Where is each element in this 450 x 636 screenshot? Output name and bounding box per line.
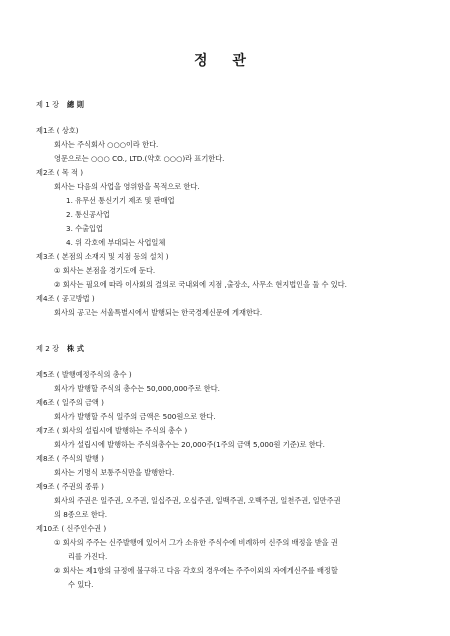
article-text: 영문으로는 ○○○ CO., LTD.(약호 ○○○)라 표기한다. [54, 154, 225, 163]
chapter-2-heading [36, 344, 84, 354]
chapter-1-heading [36, 100, 84, 110]
article-text: 회사는 주식회사 ○○○이라 한다. [54, 140, 159, 149]
article-text: 회사가 발행할 주식의 총수는 50,000,000주로 한다. [54, 384, 220, 393]
article-9-heading: 제9조 ( 주권의 종류 ) [36, 482, 104, 491]
list-item: 3. 수출입업 [66, 224, 103, 233]
article-text: 회사의 공고는 서울특별시에서 발행되는 한국경제신문에 게재한다. [54, 308, 263, 317]
article-clause-continued: 리를 가진다. [68, 552, 108, 561]
article-clause-continued: 수 있다. [68, 580, 94, 589]
document-title: 정 관 [194, 53, 256, 69]
article-5-heading: 제5조 ( 발행예정주식의 총수 ) [36, 370, 132, 379]
article-clause: ② 회사는 제1항의 규정에 불구하고 다음 각호의 경우에는 주주이외의 자에게신주를 배정할 [54, 566, 338, 575]
article-text: 회사가 설립시에 발행하는 주식의총수는 20,000주(1주의 금액 5,000원 기준)로 한다. [54, 440, 325, 449]
article-clause: ① 회사는 본점을 경기도에 둔다. [54, 266, 156, 275]
list-item: 4. 위 각호에 부대되는 사업일체 [66, 238, 166, 247]
article-4-heading: 제4조 ( 공고방법 ) [36, 294, 95, 303]
article-1-heading: 제1조 ( 상호) [36, 126, 79, 135]
article-7-heading: 제7조 ( 회사의 설립시에 발행하는 주식의 총수 ) [36, 426, 188, 435]
article-clause: ① 회사의 주주는 신주발행에 있어서 그가 소유한 주식수에 비례하여 신주의 배정을 받을 권 [54, 538, 338, 547]
article-10-heading: 제10조 ( 신주인수권 ) [36, 524, 107, 533]
article-text: 회사가 발행할 주식 일주의 금액은 500원으로 한다. [54, 412, 216, 421]
article-text: 회사는 기명식 보통주식만을 발행한다. [54, 468, 175, 477]
article-clause: ② 회사는 필요에 따라 이사회의 결의로 국내외에 지점 ,출장소, 사무소 현지법인을 둘 수 있다. [54, 280, 347, 289]
chapter-name: 總 則 [67, 100, 84, 109]
chapter-number: 제 1 장 [36, 100, 60, 109]
article-3-heading: 제3조 ( 본점의 소재지 및 지점 등의 설치 ) [36, 252, 169, 261]
article-text: 의 8종으로 한다. [54, 510, 108, 519]
chapter-name: 株 式 [67, 344, 84, 353]
list-item: 2. 통신공사업 [66, 210, 110, 219]
article-text: 회사는 다음의 사업을 영위함을 목적으로 한다. [54, 182, 200, 191]
list-item: 1. 유무선 통신기기 제조 및 판매업 [66, 196, 175, 205]
article-2-heading: 제2조 ( 목 적 ) [36, 168, 84, 177]
article-6-heading: 제6조 ( 일주의 금액 ) [36, 398, 104, 407]
chapter-number: 제 2 장 [36, 344, 60, 353]
article-8-heading: 제8조 ( 주식의 발행 ) [36, 454, 104, 463]
article-text: 회사의 주권은 일주권, 오주권, 일십주권, 오십주권, 일백주권, 오백주권, 일천주권, 일만주권 [54, 496, 341, 505]
